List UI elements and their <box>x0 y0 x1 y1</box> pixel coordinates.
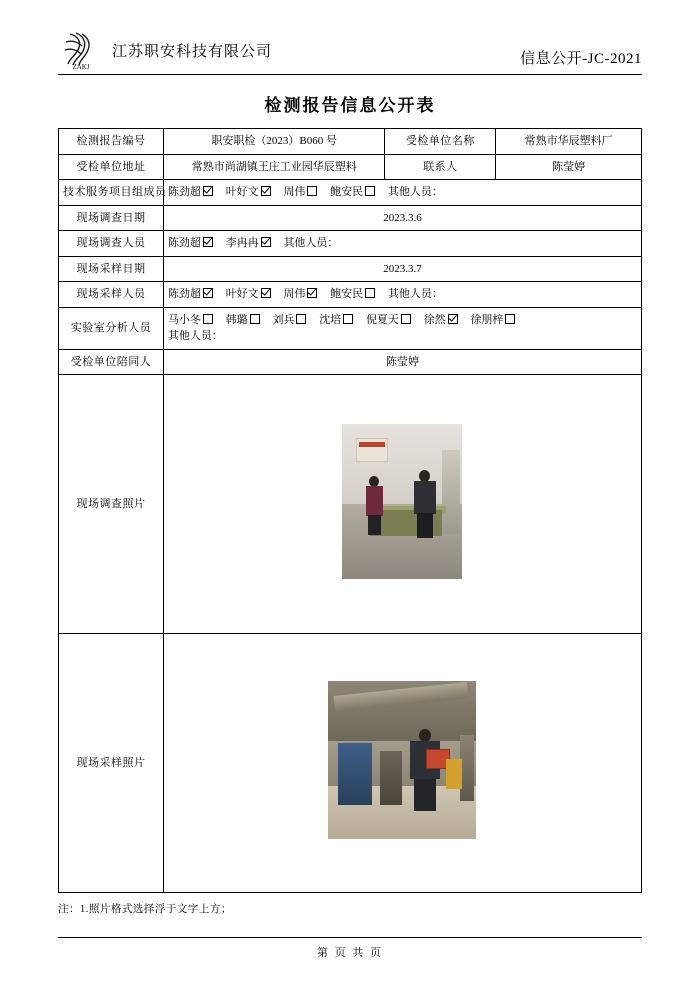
company-logo-icon <box>58 30 104 70</box>
table-row <box>59 180 642 206</box>
sampling-staff-value <box>163 282 641 308</box>
tech-team-other: 其他人员： <box>387 186 443 198</box>
photo-sampling-cell <box>163 634 641 893</box>
member-name: 陈劲超 <box>167 237 201 249</box>
accompany-value: 陈莹婷 <box>163 349 641 375</box>
photo-sampling-label: 现场采样照片 <box>59 634 164 893</box>
member-item <box>168 312 213 329</box>
member-item <box>168 184 213 201</box>
photo2-panel <box>460 735 474 801</box>
checkbox-icon[interactable] <box>261 288 271 298</box>
member-item <box>168 286 213 303</box>
survey-staff-label: 现场调查人员 <box>59 231 164 257</box>
member-name: 徐朋梓 <box>470 313 504 326</box>
site-survey-photo <box>342 424 462 579</box>
photo-survey-label: 现场调查照片 <box>59 375 164 634</box>
checkbox-icon[interactable] <box>203 237 213 247</box>
survey-staff-other: 其他人员： <box>283 237 339 249</box>
table-row <box>59 282 642 308</box>
member-name: 倪夏天 <box>365 313 399 326</box>
page-title: 检测报告信息公开表 <box>264 96 436 115</box>
checkbox-icon[interactable] <box>448 314 458 324</box>
sampling-staff-other: 其他人员： <box>387 288 443 300</box>
member-name: 徐然 <box>423 313 446 326</box>
table-row <box>59 129 642 155</box>
photo-poster <box>356 438 388 462</box>
sampling-date-value: 2023.3.7 <box>163 256 641 282</box>
document-code: 信息公开-JC-2021 <box>520 51 642 67</box>
checkbox-icon[interactable] <box>261 237 271 247</box>
member-item <box>366 312 411 329</box>
footer-divider <box>58 937 642 938</box>
member-name: 鲍安民 <box>330 186 364 198</box>
photo2-machine-grey <box>380 751 402 805</box>
member-name: 叶好文 <box>225 288 259 300</box>
sampling-staff-label: 现场采样人员 <box>59 282 164 308</box>
member-name: 周伟 <box>283 288 306 300</box>
contact-label: 联系人 <box>385 154 496 180</box>
member-item <box>226 312 260 329</box>
checkbox-icon[interactable] <box>343 314 353 324</box>
member-item <box>168 235 213 252</box>
checkbox-icon[interactable] <box>296 314 306 324</box>
photo2-person <box>410 729 440 811</box>
member-name: 周伟 <box>283 186 306 198</box>
lab-staff-value <box>163 307 641 349</box>
member-name: 陈劲超 <box>167 288 201 300</box>
tech-team-value <box>163 180 641 206</box>
info-table <box>58 128 642 893</box>
tech-team-label: 技术服务项目组成员 <box>59 180 164 206</box>
member-item <box>226 184 271 201</box>
survey-date-value: 2023.3.6 <box>163 205 641 231</box>
lab-staff-label: 实验室分析人员 <box>59 307 164 349</box>
photo-survey-image <box>342 424 462 579</box>
member-item <box>319 312 353 329</box>
checkbox-icon[interactable] <box>261 186 271 196</box>
member-name: 李冉冉 <box>225 237 259 249</box>
page-header <box>58 0 642 75</box>
page-number: 第 页 共 页 <box>316 947 384 959</box>
checkbox-icon[interactable] <box>505 314 515 324</box>
table-row <box>59 307 642 349</box>
checkbox-icon[interactable] <box>203 186 213 196</box>
survey-staff-value <box>163 231 641 257</box>
table-row <box>59 205 642 231</box>
page-footer <box>58 937 642 960</box>
header-left <box>58 30 272 70</box>
member-item <box>283 286 317 303</box>
checkbox-icon[interactable] <box>203 314 213 324</box>
checkbox-icon[interactable] <box>307 288 317 298</box>
member-name: 叶好文 <box>225 186 259 198</box>
site-sampling-photo <box>328 681 476 839</box>
member-name: 陈劲超 <box>167 186 201 198</box>
member-name: 刘兵 <box>272 313 295 326</box>
checkbox-icon[interactable] <box>307 186 317 196</box>
table-row-photo-sampling <box>59 634 642 893</box>
photo-shelf <box>442 450 460 534</box>
unit-address-value: 常熟市尚湖镇王庄工业园华辰塑料 <box>163 154 385 180</box>
checkbox-icon[interactable] <box>365 288 375 298</box>
photo-person-a <box>366 476 383 534</box>
unit-address-label: 受检单位地址 <box>59 154 164 180</box>
photo-sampling-image <box>328 681 476 839</box>
member-name: 马小冬 <box>167 313 201 326</box>
report-no-value: 职安职检（2023）B060 号 <box>163 129 385 155</box>
photo-survey-cell <box>163 375 641 634</box>
checkbox-icon[interactable] <box>203 288 213 298</box>
checkbox-icon[interactable] <box>401 314 411 324</box>
photo-person-b <box>414 470 436 538</box>
table-row <box>59 154 642 180</box>
photo2-machine-blue <box>338 743 372 805</box>
svg-text:ZAKJ: ZAKJ <box>72 63 90 70</box>
photo2-yellow-equipment <box>446 759 462 789</box>
report-no-label: 检测报告编号 <box>59 129 164 155</box>
unit-name-value: 常熟市华辰塑料厂 <box>496 129 642 155</box>
accompany-label: 受检单位陪同人 <box>59 349 164 375</box>
member-name: 沈培 <box>319 313 342 326</box>
table-row-photo-survey <box>59 375 642 634</box>
checkbox-icon[interactable] <box>365 186 375 196</box>
table-row <box>59 231 642 257</box>
lab-staff-other: 其他人员： <box>167 330 223 342</box>
table-row <box>59 349 642 375</box>
member-item <box>330 184 375 201</box>
table-row <box>59 256 642 282</box>
company-name: 江苏职安科技有限公司 <box>112 43 273 60</box>
unit-name-label: 受检单位名称 <box>385 129 496 155</box>
member-name: 韩璐 <box>225 313 248 326</box>
member-item <box>226 235 271 252</box>
sampling-date-label: 现场采样日期 <box>59 256 164 282</box>
photo-poster-banner <box>359 442 385 447</box>
footnote: 注：1.照片格式选择浮于文字上方； <box>58 904 232 915</box>
member-item <box>470 312 515 329</box>
member-item <box>272 312 306 329</box>
member-item <box>226 286 271 303</box>
member-item <box>283 184 317 201</box>
checkbox-icon[interactable] <box>250 314 260 324</box>
member-name: 鲍安民 <box>330 288 364 300</box>
survey-date-label: 现场调查日期 <box>59 205 164 231</box>
contact-value: 陈莹婷 <box>496 154 642 180</box>
member-item <box>330 286 375 303</box>
member-item <box>424 312 458 329</box>
